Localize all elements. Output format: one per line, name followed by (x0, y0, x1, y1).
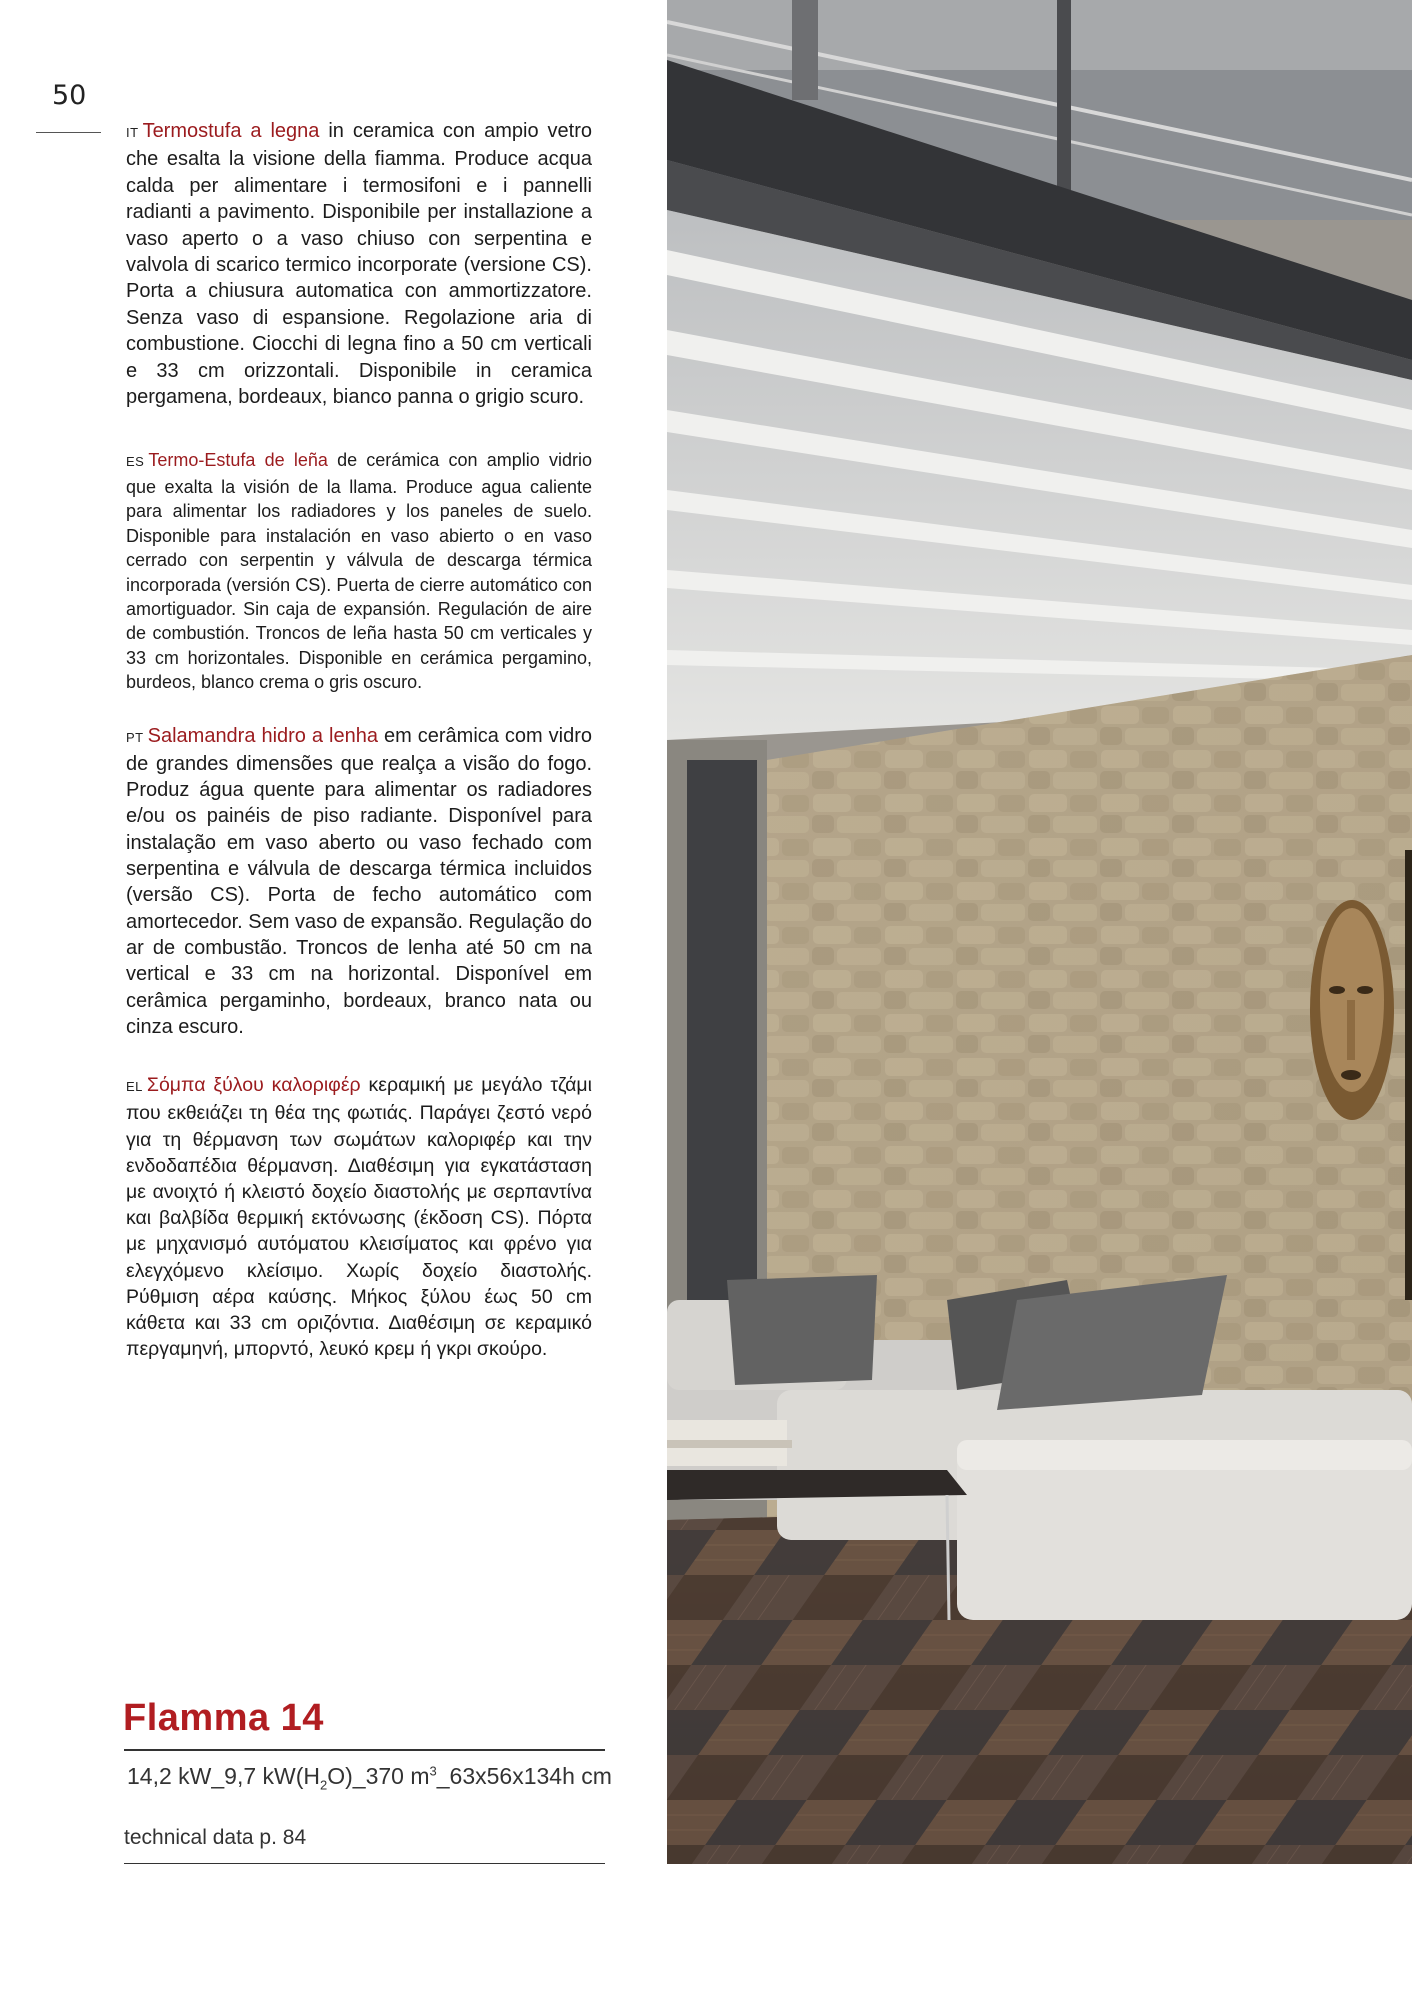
bottom-rule (124, 1863, 605, 1864)
lang-code: EL (126, 1079, 143, 1095)
description-title: Termostufa a legna (142, 120, 320, 142)
description-it (126, 118, 592, 410)
lang-code: ES (126, 454, 145, 470)
description-pt (126, 723, 592, 1041)
description-body: in ceramica con ampio vetro che esalta la visione della fiamma. Produce acqua calda per alimentare i termosifoni e i pannelli radianti a pavimento. Disponibile per installazione a vaso aperto o a vaso chiuso con serpentina e valvola di scarico termico incorporate (versione CS). Porta a chiusura automatica con ammortizzatore. Senza vaso di espansione. Regolazione aria di combustione. Ciocchi di legna fino a 50 cm verticali e 33 cm orizzontali. Disponibile in ceramica pergamena, bordeaux, bianco panna o grigio scuro. (126, 120, 592, 409)
product-specs: 14,2 kW_9,7 $kW(H_2O)\_370$ $m^3\_63x56x134h$ cm (127, 1763, 612, 1793)
description-body: em cerâmica com vidro de grandes dimensões que realça a visão do fogo. Produz água quente para alimentar os radiadores e/ou os painéis de piso radiante. Disponível para instalação em vaso aberto ou vaso fechado com serpentina e válvula de descarga térmica incluidos (versão CS). Porta de fecho automático com amortecedor. Sem vaso de expansão. Regulação do ar de combustão. Troncos de lenha até 50 cm na vertical e 33 cm na horizontal. Disponível em cerâmica pergaminho, bordeaux, branco nata ou cinza escuro. (126, 724, 593, 1038)
description-el (126, 1072, 592, 1362)
lang-code: IT (126, 125, 139, 140)
product-name: Flamma 14 (123, 1697, 324, 1739)
interior-photo (667, 0, 1412, 1864)
page-number-rule (36, 132, 101, 133)
lang-code: PT (126, 729, 144, 745)
technical-data-reference: technical data p. 84 (124, 1826, 307, 1849)
description-body: de cerámica con amplio vidrio que exalta la visión de la llama. Produce agua caliente para alimentar los radiadores y los paneles de suelo. Disponible para instalación en vaso abierto o en vaso cerrado con serpentin y válvula de descarga térmica incorporada (versión CS). Puerta de cierre automático con amortiguador. Sin caja de expansión. Regulación de aire de combustión. Troncos de leña hasta 50 cm verticales y 33 cm horizontales. Disponible en cerámica pergamino, burdeos, blanco crema o gris oscuro. (126, 450, 593, 693)
page-number: 50 (52, 80, 87, 111)
description-body: κεραμική με μεγάλο τζάμι που εκθειάζει τη θέα της φωτιάς. Παράγει ζεστό νερό για τη θέρμανση των σωμάτων καλοριφέρ και την ενδοδαπέδια θέρμανση. Διαθέσιμη για εγκατάσταση με ανοιχτό ή κλειστό δοχείο διαστολής με σερπαντίνα και βαλβίδα θερμική εκτόνωσης (έκδοση CS). Πόρτα με μηχανισμό αυτόματου κλεισίματος και φρένο για ελεγχόμενο κλείσιμο. Χωρίς δοχείο διαστολής. Ρύθμιση αέρα καύσης. Μήκος ξύλου έως 50 cm κάθετα και 33 cm οριζόντια. Διαθέσιμη σε κεραμικό περγαμηνή, μπορντό, λευκό κρεμ ή γκρι σκούρο. (126, 1074, 592, 1361)
description-title: Σόμπα ξύλου καλοριφέρ (146, 1074, 361, 1097)
product-name-rule (124, 1749, 605, 1751)
description-es (126, 448, 592, 694)
description-title: Termo-Estufa de leña (148, 450, 328, 471)
description-title: Salamandra hidro a lenha (147, 724, 378, 747)
description-column (126, 118, 592, 1362)
